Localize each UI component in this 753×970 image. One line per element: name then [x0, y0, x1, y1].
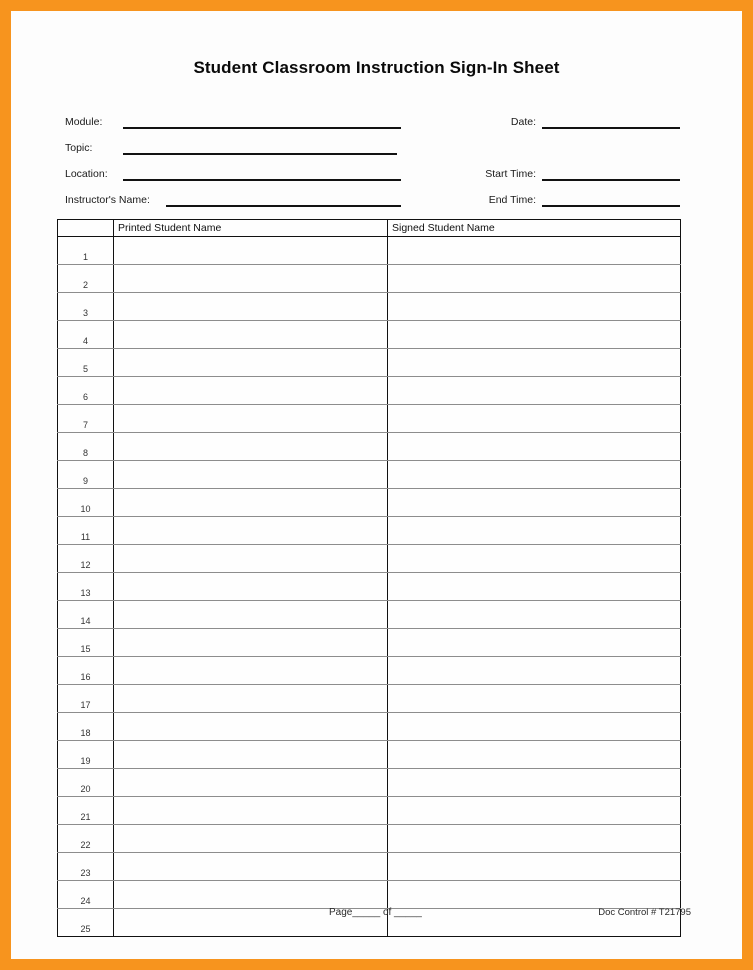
row-number: 2 [58, 265, 114, 293]
field-instructor-name-label: Instructor's Name: [65, 194, 150, 206]
cell-signed-student-name[interactable] [388, 293, 681, 321]
row-number: 14 [58, 601, 114, 629]
table-row [58, 825, 681, 853]
signin-table-body [58, 237, 681, 937]
field-end-time-rule[interactable] [542, 205, 680, 207]
cell-signed-student-name[interactable] [388, 545, 681, 573]
row-number: 3 [58, 293, 114, 321]
row-number: 19 [58, 741, 114, 769]
field-module[interactable] [65, 111, 405, 129]
field-location-rule[interactable] [123, 179, 401, 181]
cell-printed-student-name[interactable] [114, 741, 388, 769]
cell-printed-student-name[interactable] [114, 881, 388, 909]
row-number: 25 [58, 909, 114, 937]
table-row [58, 405, 681, 433]
cell-printed-student-name[interactable] [114, 321, 388, 349]
cell-printed-student-name[interactable] [114, 853, 388, 881]
row-number: 16 [58, 657, 114, 685]
table-row [58, 545, 681, 573]
cell-signed-student-name[interactable] [388, 853, 681, 881]
field-location-label: Location: [65, 168, 108, 180]
row-number: 11 [58, 517, 114, 545]
cell-signed-student-name[interactable] [388, 377, 681, 405]
cell-printed-student-name[interactable] [114, 657, 388, 685]
cell-signed-student-name[interactable] [388, 629, 681, 657]
field-start-time-rule[interactable] [542, 179, 680, 181]
cell-signed-student-name[interactable] [388, 881, 681, 909]
table-row [58, 769, 681, 797]
page-footer [11, 907, 742, 929]
cell-signed-student-name[interactable] [388, 517, 681, 545]
row-number: 22 [58, 825, 114, 853]
field-instructor-name[interactable] [65, 189, 405, 207]
cell-signed-student-name[interactable] [388, 265, 681, 293]
table-row [58, 265, 681, 293]
table-row [58, 377, 681, 405]
table-row [58, 853, 681, 881]
cell-printed-student-name[interactable] [114, 349, 388, 377]
cell-signed-student-name[interactable] [388, 825, 681, 853]
field-topic-rule[interactable] [123, 153, 397, 155]
cell-signed-student-name[interactable] [388, 769, 681, 797]
cell-signed-student-name[interactable] [388, 741, 681, 769]
cell-signed-student-name[interactable] [388, 461, 681, 489]
cell-printed-student-name[interactable] [114, 489, 388, 517]
cell-signed-student-name[interactable] [388, 657, 681, 685]
cell-printed-student-name[interactable] [114, 461, 388, 489]
table-row [58, 433, 681, 461]
row-number: 20 [58, 769, 114, 797]
field-start-time[interactable] [411, 163, 680, 181]
cell-printed-student-name[interactable] [114, 545, 388, 573]
field-topic-label: Topic: [65, 142, 93, 154]
table-row [58, 881, 681, 909]
cell-signed-student-name[interactable] [388, 433, 681, 461]
signin-table [57, 219, 681, 937]
table-row [58, 461, 681, 489]
cell-signed-student-name[interactable] [388, 797, 681, 825]
cell-printed-student-name[interactable] [114, 517, 388, 545]
cell-printed-student-name[interactable] [114, 377, 388, 405]
table-row [58, 629, 681, 657]
row-number: 24 [58, 881, 114, 909]
form-header [11, 107, 742, 217]
table-row [58, 517, 681, 545]
cell-signed-student-name[interactable] [388, 237, 681, 265]
field-topic[interactable] [65, 137, 405, 155]
page-title: Student Classroom Instruction Sign-In Sheet [193, 58, 560, 77]
cell-printed-student-name[interactable] [114, 825, 388, 853]
doc-control-number: Doc Control # T21795 [598, 907, 691, 918]
cell-printed-student-name[interactable] [114, 713, 388, 741]
row-number: 9 [58, 461, 114, 489]
row-number: 10 [58, 489, 114, 517]
row-number: 4 [58, 321, 114, 349]
table-header-row [58, 220, 681, 237]
cell-printed-student-name[interactable] [114, 601, 388, 629]
table-row [58, 489, 681, 517]
cell-signed-student-name[interactable] [388, 685, 681, 713]
row-number: 1 [58, 237, 114, 265]
cell-printed-student-name[interactable] [114, 629, 388, 657]
table-row [58, 573, 681, 601]
row-number: 12 [58, 545, 114, 573]
row-number: 7 [58, 405, 114, 433]
row-number: 17 [58, 685, 114, 713]
field-instructor-name-rule[interactable] [166, 205, 401, 207]
table-row [58, 657, 681, 685]
field-date-rule[interactable] [542, 127, 680, 129]
cell-signed-student-name[interactable] [388, 489, 681, 517]
row-number: 5 [58, 349, 114, 377]
field-start-time-label: Start Time: [485, 168, 536, 180]
page-number-field[interactable]: Page_____ of _____ [329, 907, 422, 918]
cell-signed-student-name[interactable] [388, 405, 681, 433]
row-number: 23 [58, 853, 114, 881]
cell-signed-student-name[interactable] [388, 573, 681, 601]
field-date-label: Date: [510, 116, 536, 128]
cell-printed-student-name[interactable] [114, 405, 388, 433]
table-row [58, 601, 681, 629]
cell-printed-student-name[interactable] [114, 685, 388, 713]
row-number: 6 [58, 377, 114, 405]
cell-signed-student-name[interactable] [388, 601, 681, 629]
cell-printed-student-name[interactable] [114, 573, 388, 601]
table-row [58, 293, 681, 321]
table-row [58, 797, 681, 825]
field-module-rule[interactable] [123, 127, 401, 129]
cell-printed-student-name[interactable] [114, 433, 388, 461]
cell-signed-student-name[interactable] [388, 349, 681, 377]
table-row [58, 685, 681, 713]
field-end-time[interactable] [411, 189, 680, 207]
row-number: 18 [58, 713, 114, 741]
cell-printed-student-name[interactable] [114, 237, 388, 265]
cell-signed-student-name[interactable] [388, 713, 681, 741]
row-number: 21 [58, 797, 114, 825]
table-row [58, 741, 681, 769]
document-page [11, 11, 742, 959]
cell-printed-student-name[interactable] [114, 293, 388, 321]
row-number: 8 [58, 433, 114, 461]
cell-printed-student-name[interactable] [114, 797, 388, 825]
cell-printed-student-name[interactable] [114, 769, 388, 797]
field-date[interactable] [411, 111, 680, 129]
table-row [58, 349, 681, 377]
field-location[interactable] [65, 163, 405, 181]
table-row [58, 237, 681, 265]
table-row [58, 321, 681, 349]
column-header-signed-student-name: Signed Student Name [388, 220, 681, 237]
row-number: 15 [58, 629, 114, 657]
column-header-printed-student-name: Printed Student Name [114, 220, 388, 237]
column-header-number [58, 220, 114, 237]
row-number: 13 [58, 573, 114, 601]
cell-signed-student-name[interactable] [388, 321, 681, 349]
table-row [58, 713, 681, 741]
field-end-time-label: End Time: [488, 194, 536, 206]
cell-printed-student-name[interactable] [114, 265, 388, 293]
field-module-label: Module: [65, 116, 103, 128]
